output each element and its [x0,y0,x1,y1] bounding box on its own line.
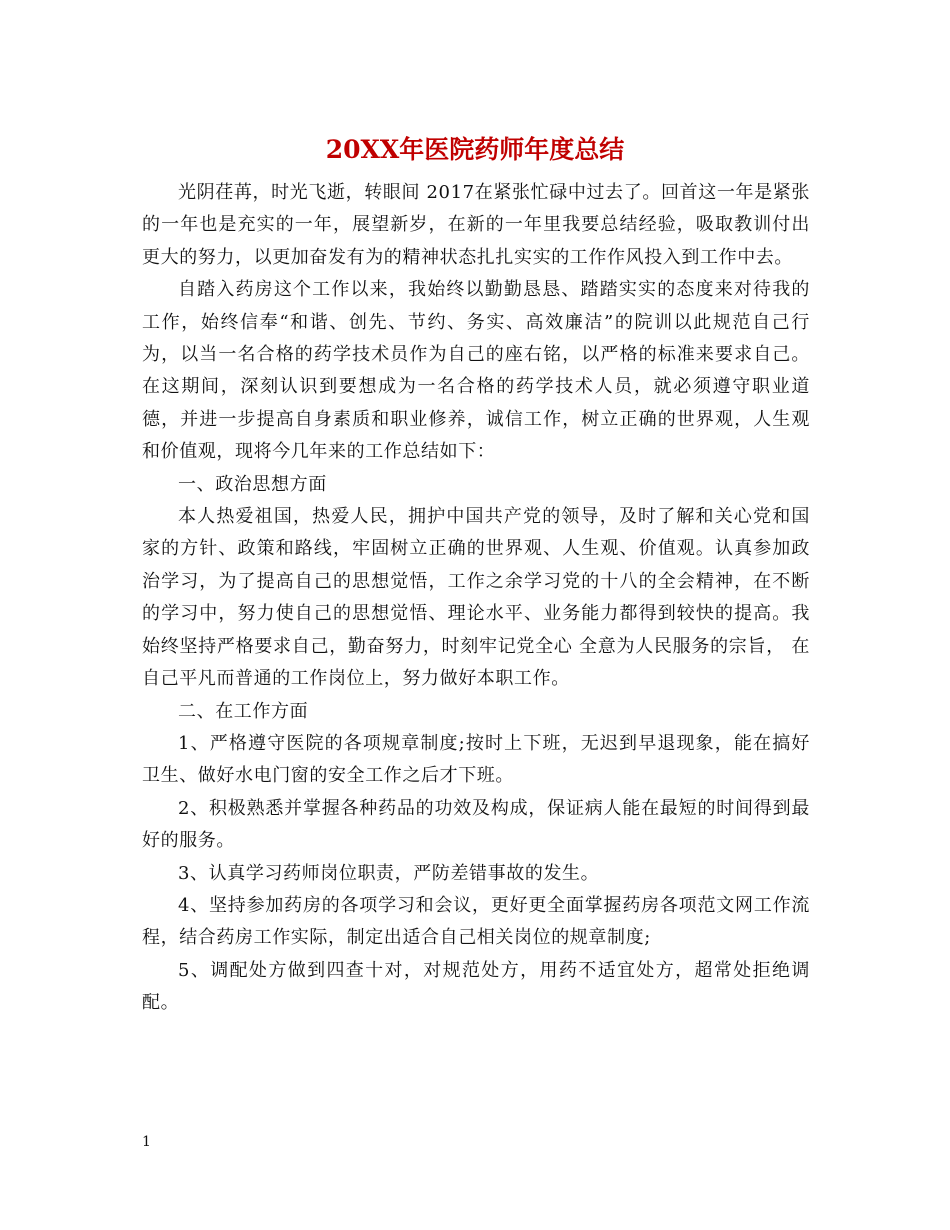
section-heading-political: 一、政治思想方面 [178,473,327,495]
paragraph-political: 本人热爱祖国，热爱人民，拥护中国共产党的领导，及时了解和关心党和国家的方针、政策和路线，牢固树立正确的世界观、人生观、价值观。认真参加政治学习，为了提高自己的思想觉悟，工作之余学习党的十八的全会精神，在不断的学习中，努力使自己的思想觉悟、理论水平、业务能力都得到较快的提高。我始终坚持严格要求自己，勤奋努力，时刻牢记党全心 全意为人民服务的宗旨， 在自己平凡而普通的工作岗位上，努力做好本职工作。 [142,506,810,690]
list-item-1: 1、严格遵守医院的各项规章制度;按时上下班，无迟到早退现象，能在搞好卫生、做好水电门窗的安全工作之后才下班。 [142,732,810,787]
list-item-3: 3、认真学习药师岗位职责，严防差错事故的发生。 [178,862,600,884]
section-heading-work: 二、在工作方面 [178,700,309,722]
list-item-2: 2、积极熟悉并掌握各种药品的功效及构成，保证病人能在最短的时间得到最好的服务。 [142,797,810,852]
document-title: 20XX年医院药师年度总结 [325,135,625,164]
document-body [142,177,810,1020]
list-item-4: 4、坚持参加药房的各项学习和会议，更好更全面掌握药房各项范文网工作流程，结合药房工作实际，制定出适合自己相关岗位的规章制度; [142,894,810,949]
paragraph-work-attitude: 自踏入药房这个工作以来，我始终以勤勤恳恳、踏踏实实的态度来对待我的工作，始终信奉“和谐、创先、节约、务实、高效廉洁”的院训以此规范自己行为，以当一名合格的药学技术员作为自己的座右铭，以严格的标准来要求自己。在这期间，深刻认识到要想成为一名合格的药学技术人员，就必须遵守职业道德，并进一步提高自身素质和职业修养，诚信工作，树立正确的世界观，人生观和价值观，现将今几年来的工作总结如下： [142,279,810,463]
list-item-5: 5、调配处方做到四查十对，对规范处方，用药不适宜处方，超常处拒绝调配。 [142,959,810,1014]
page-number: 1 [142,1134,151,1150]
paragraph-intro: 光阴荏苒，时光飞逝，转眼间 2017在紧张忙碌中过去了。回首这一年是紧张的一年也是充实的一年，展望新岁，在新的一年里我要总结经验，吸取教训付出更大的努力，以更加奋发有为的精神状态扎扎实实的工作作风投入到工作中去。 [142,182,810,268]
